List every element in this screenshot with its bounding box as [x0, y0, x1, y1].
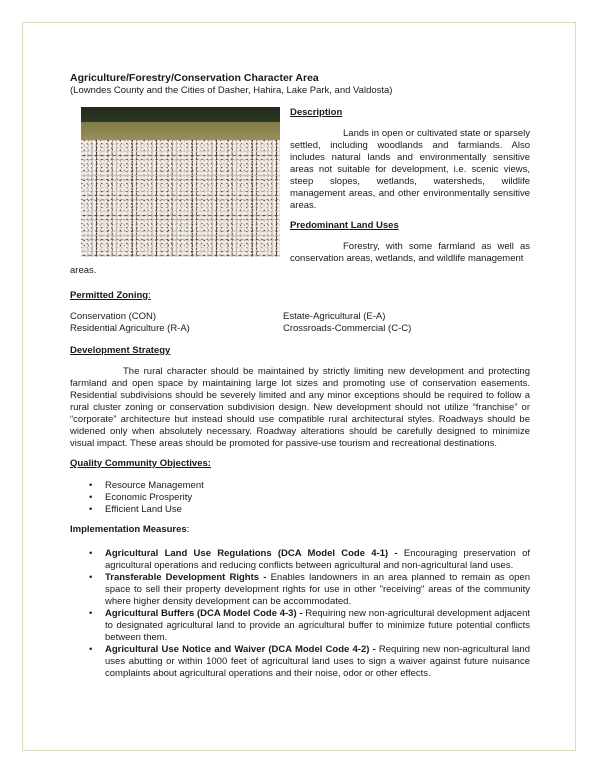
page-title: Agriculture/Forestry/Conservation Character Area — [70, 72, 319, 84]
bullet-icon: • — [89, 572, 93, 583]
measure-title: Transferable Development Rights - — [105, 572, 267, 583]
description-text: Lands in open or cultivated state or sparsely settled, including woodlands and farmlands. Also includes natural lands and environmentally sensitive areas not suitable for development, i.e. scenic views, steep slopes, wetlands, watersheds, wildlife management areas, and other environmentally sensitive areas. — [290, 128, 530, 211]
permitted-zoning-colon: : — [148, 290, 151, 301]
objective-item: • Resource Management — [89, 480, 204, 491]
zoning-item: Crossroads-Commercial (C-C) — [283, 323, 412, 334]
implementation-measures-heading: Implementation Measures — [70, 524, 187, 535]
bullet-icon: • — [89, 548, 93, 559]
predominant-land-uses-heading: Predominant Land Uses — [290, 220, 399, 231]
predominant-land-uses-text-cont: areas. — [70, 265, 97, 276]
objective-item: • Efficient Land Use — [89, 504, 182, 515]
zoning-list-left — [70, 311, 190, 335]
photo-cotton-field — [81, 140, 280, 257]
implementation-measures-colon: : — [186, 524, 190, 535]
permitted-zoning-heading-wrap — [70, 290, 151, 301]
bullet-icon: • — [89, 608, 93, 619]
zoning-list-right — [283, 311, 411, 335]
measure-item — [70, 572, 530, 608]
measure-item — [70, 644, 530, 680]
implementation-measures-list — [70, 548, 530, 680]
measure-title: Agricultural Buffers (DCA Model Code 4-3) - — [105, 608, 303, 619]
photo-tree-line — [81, 107, 280, 122]
quality-community-objectives-heading: Quality Community Objectives: — [70, 458, 211, 469]
page-subtitle: (Lowndes County and the Cities of Dasher, Hahira, Lake Park, and Valdosta) — [70, 85, 393, 96]
bullet-icon: • — [89, 492, 93, 503]
permitted-zoning-heading: Permitted Zoning — [70, 290, 149, 301]
measure-text: Requiring new non-agricultural land uses abutting or within 1000 feet of agricultural land uses to sign a waiver against future nuisance complaints about agricultural operations and their noise, odor or other effects. — [105, 644, 530, 679]
measure-text: Encouraging preservation of agricultural operations and reducing conflicts between agricultural and non-agricultural land uses. — [105, 548, 530, 571]
measure-item — [70, 548, 530, 572]
bullet-icon: • — [89, 644, 93, 655]
measure-text: Enables landowners in an area planned to remain as open space to sell their property development rights for use in other "receiving" areas of the community where higher density development can be accommodated. — [105, 572, 530, 607]
implementation-measures-heading-wrap — [70, 524, 189, 535]
zoning-item: Estate-Agricultural (E-A) — [283, 311, 386, 322]
zoning-item: Conservation (CON) — [70, 311, 157, 322]
cotton-field-photo — [81, 107, 280, 257]
measure-title: Agricultural Land Use Regulations (DCA Model Code 4-1) - — [105, 548, 398, 559]
development-strategy-heading: Development Strategy — [70, 345, 171, 356]
bullet-icon: • — [89, 480, 93, 491]
description-section — [290, 107, 530, 212]
measure-text: Requiring new non-agricultural development adjacent to designated agricultural land to provide an agricultural buffer to minimize future potential conflicts between them. — [105, 608, 530, 643]
description-heading: Description — [290, 107, 343, 118]
measure-title: Agricultural Use Notice and Waiver (DCA Model Code 4-2) - — [105, 644, 376, 655]
zoning-item: Residential Agriculture (R-A) — [70, 323, 190, 334]
predominant-land-uses-text: Forestry, with some farmland as well as conservation areas, wetlands, and wildlife management — [290, 241, 530, 264]
bullet-icon: • — [89, 504, 93, 515]
predominant-land-uses-section — [290, 220, 530, 265]
photo-grass-strip — [81, 122, 280, 140]
objective-item: • Economic Prosperity — [89, 492, 193, 503]
development-strategy-text: The rural character should be maintained by strictly limiting new development and protecting farmland and open space by maintaining large lot sizes and promoting use of conservation easements. Residential subdivisions should be severely limited and any minor exceptions should be required to follow a rural cluster zoning or conservation subdivision design. New development should not utilize “franchise” or “corporate” architecture but instead should use compatible rural architectural styles. Roadways should be widened only when absolutely necessary. Roadway alterations should be carefully designed to minimize visual impact. These areas should be promoted for passive-use tourism and recreational destinations. — [70, 366, 530, 449]
measure-item — [70, 608, 530, 644]
objectives-list — [70, 480, 370, 516]
